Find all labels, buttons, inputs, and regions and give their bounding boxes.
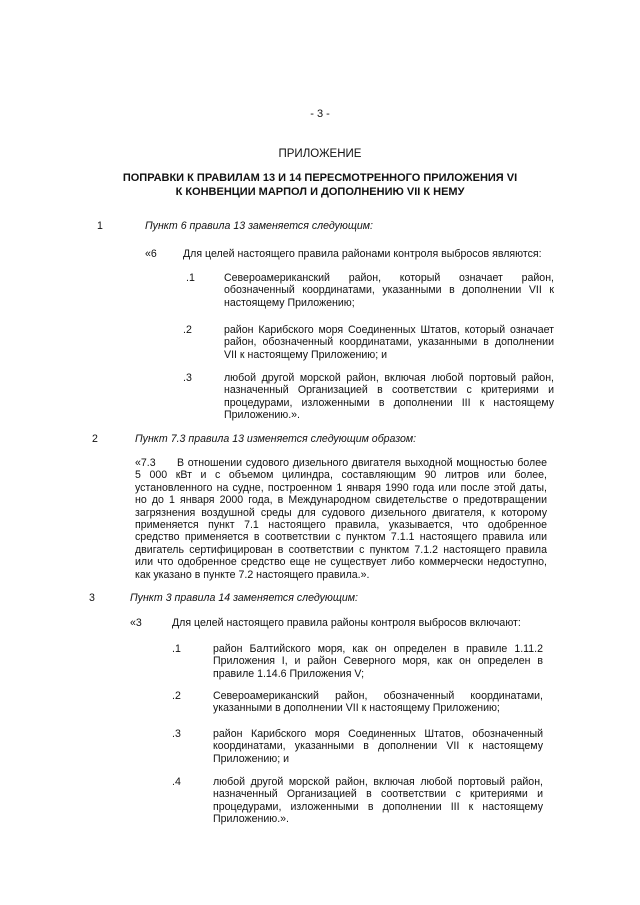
section-3-para-text: Для целей настоящего правила районы контроля выбросов включают: — [172, 617, 521, 629]
document-title-line-1: ПОПРАВКИ К ПРАВИЛАМ 13 И 14 ПЕРЕСМОТРЕННОГО ПРИЛОЖЕНИЯ VI — [122, 172, 518, 184]
section-1-para-label: «6 — [145, 248, 157, 260]
section-3-item-2-label: .2 — [172, 690, 181, 702]
section-1-item-3-label: .3 — [183, 372, 192, 384]
section-3-intro: Пункт 3 правила 14 заменяется следующим: — [130, 592, 358, 604]
section-3-item-1-label: .1 — [172, 643, 181, 655]
document-title-line-2: К КОНВЕНЦИИ МАРПОЛ И ДОПОЛНЕНИЮ VII К НЕМУ — [175, 186, 465, 198]
section-3-number: 3 — [89, 592, 95, 604]
section-3-item-2-text: Североамериканский район, обозначенный координатами, указанными в дополнении VII к настоящему Приложению; — [213, 690, 543, 715]
section-3-item-3-label: .3 — [172, 728, 181, 740]
appendix-heading: ПРИЛОЖЕНИЕ — [278, 148, 362, 160]
section-1-para-text: Для целей настоящего правила районами контроля выбросов являются: — [183, 248, 542, 260]
section-3-item-1-text: район Балтийского моря, как он определен в правиле 1.11.2 Приложения I, и район Северного моря, как он определен в правиле 1.14.6 Приложения V; — [213, 643, 543, 680]
section-1-item-3-text: любой другой морской район, включая любой портовый район, назначенный Организацией в соответствии с критериями и процедурами, изложенными в дополнении III к настоящему Приложению.». — [224, 372, 554, 422]
section-2-intro: Пункт 7.3 правила 13 изменяется следующим образом: — [135, 433, 417, 445]
section-3-para-label: «3 — [130, 617, 142, 629]
section-3-item-4-label: .4 — [172, 776, 181, 788]
section-2-para-text: В отношении судового дизельного двигателя выходной мощностью более 5 000 кВт и с объемом цилиндра, составляющим 90 литров или более, установленного на судне, построенном 1 января 1990 года или после этой даты, но до 1 января 2000 года, в Международном свидетельстве о предотвращении загрязнения воздушной среды для судового дизельного двигателя, к которому применяется пункт 7.1 настоящего правила, указывается, что одобренное средство применяется в соответствии с пунктом 7.1.1 настоящего правила или двигатель сертифицирован в соответствии с пунктом 7.1.2 настоящего правила или что одобренное средство еще не существует либо коммерчески недоступно, как указано в пункте 7.2 настоящего правила.». — [135, 457, 547, 581]
section-3-item-3-text: район Карибского моря Соединенных Штатов, обозначенный координатами, указанными в дополнении VII к настоящему Приложению; и — [213, 728, 543, 765]
section-1-number: 1 — [97, 220, 103, 232]
section-1-item-2-text: район Карибского моря Соединенных Штатов, который означает район, обозначенный координатами, указанными в дополнении VII к настоящему Приложению; и — [224, 324, 554, 361]
page-number: - 3 - — [310, 108, 330, 120]
section-3-item-4-text: любой другой морской район, включая любой портовый район, назначенный Организацией в соответствии с критериями и процедурами, изложенными в дополнении III к настоящему Приложению.». — [213, 776, 543, 826]
section-1-item-1-text: Североамериканский район, который означает район, обозначенный координатами, указанными в дополнении VII к настоящему Приложению; — [224, 272, 554, 309]
section-1-item-1-label: .1 — [186, 272, 195, 284]
section-1-intro: Пункт 6 правила 13 заменяется следующим: — [145, 220, 373, 232]
section-2-para-label: «7.3 — [135, 457, 156, 469]
section-1-item-2-label: .2 — [183, 324, 192, 336]
section-2-number: 2 — [92, 433, 98, 445]
